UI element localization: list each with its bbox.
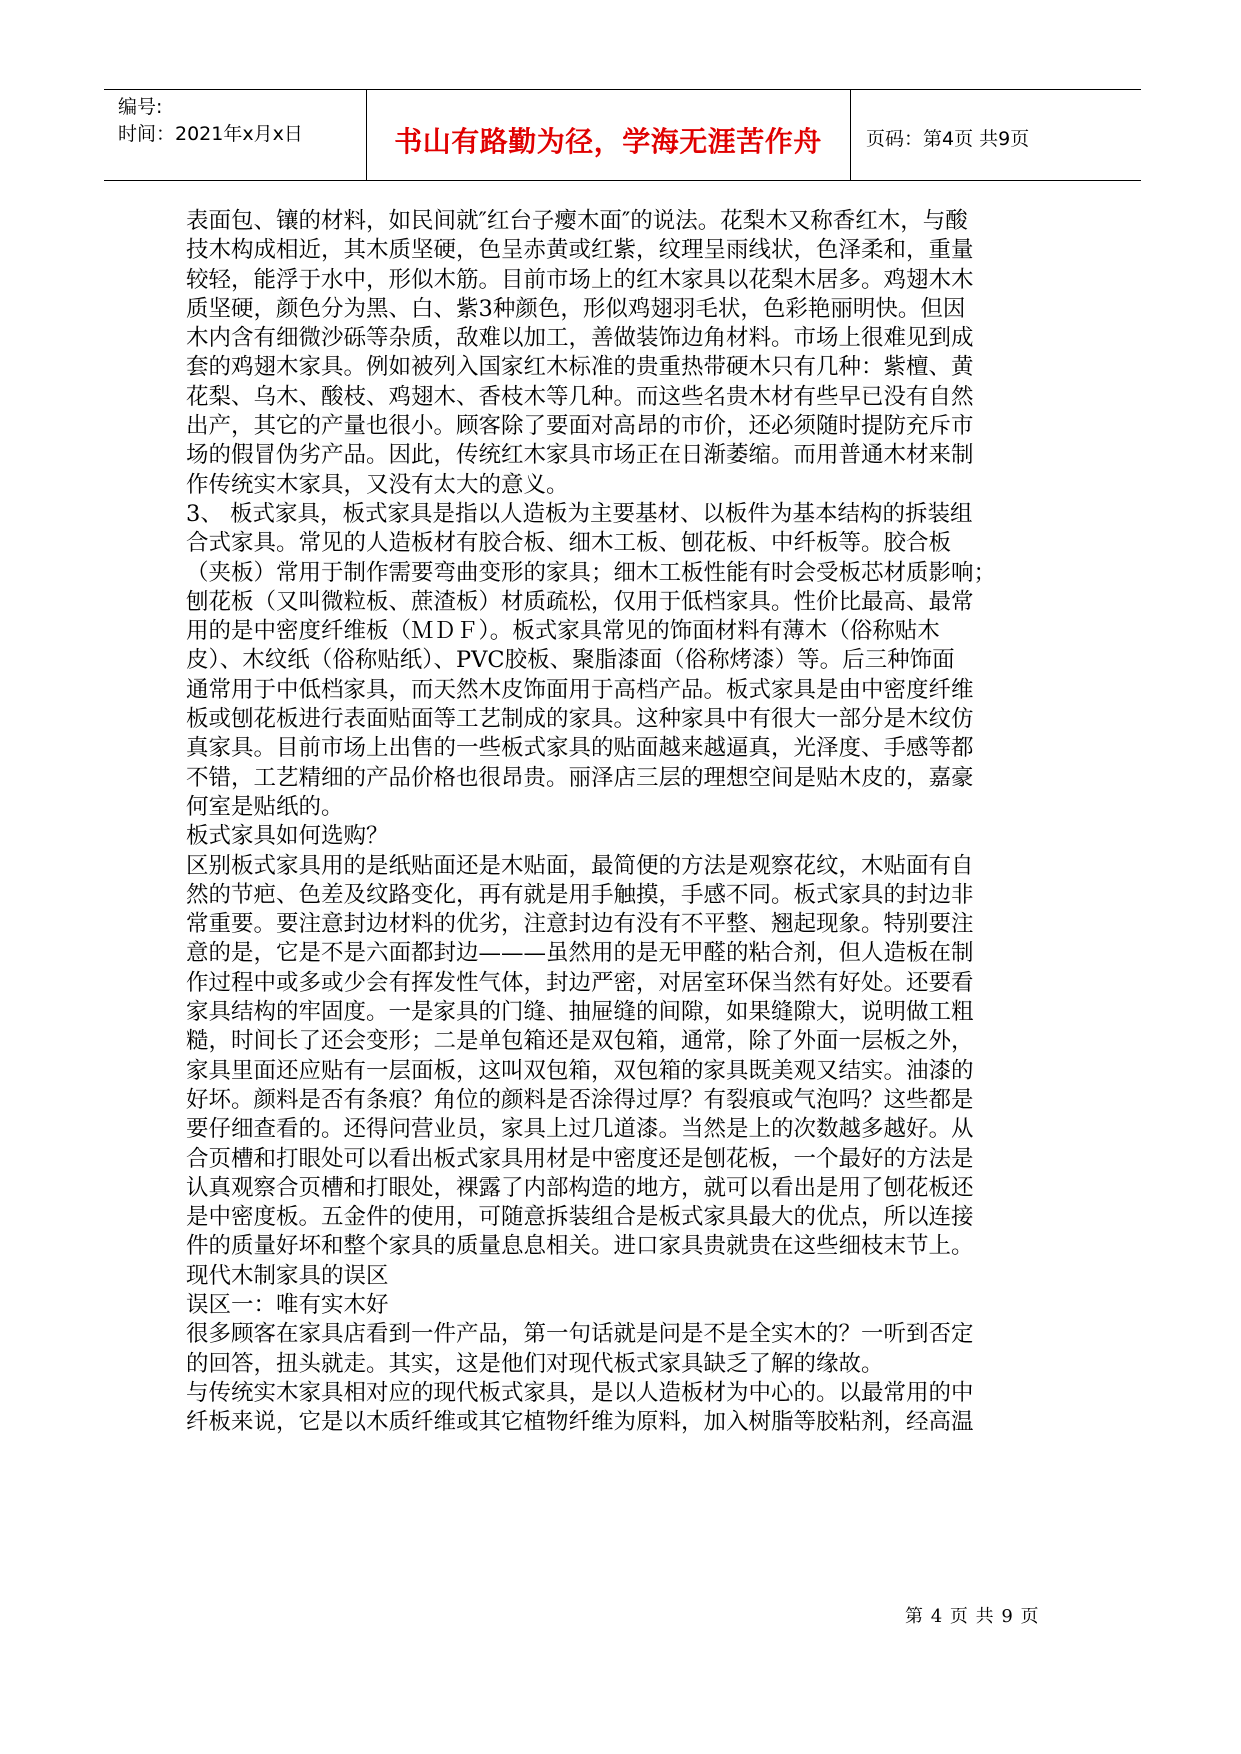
body-text-line: 糙，时间长了还会变形；二是单包箱还是双包箱，通常，除了外面一层板之外，: [186, 1028, 974, 1055]
body-text-line: 合页槽和打眼处可以看出板式家具用材是中密度还是刨花板，一个最好的方法是: [186, 1145, 974, 1172]
body-text-line: 花梨、乌木、酸枝、鸡翅木、香枝木等几种。而这些名贵木材有些早已没有自然: [186, 383, 974, 410]
body-text-line: 木内含有细微沙砾等杂质，敌难以加工，善做装饰边角材料。市场上很难见到成: [186, 325, 974, 352]
body-text-line: 真家具。目前市场上出售的一些板式家具的贴面越来越逼真，光泽度、手感等都: [186, 735, 974, 762]
header-divider-right: [850, 90, 851, 180]
body-text-line: 合式家具。常见的人造板材有胶合板、细木工板、刨花板、中纤板等。胶合板: [186, 530, 952, 557]
body-text-line: 区别板式家具用的是纸贴面还是木贴面，最简便的方法是观察花纹，木贴面有自: [186, 852, 974, 879]
body-text-line: 与传统实木家具相对应的现代板式家具，是以人造板材为中心的。以最常用的中: [186, 1379, 974, 1406]
body-text-line: 板式家具如何选购？: [186, 823, 389, 850]
body-text-line: 皮）、木纹纸（俗称贴纸）、PVC胶板、聚脂漆面（俗称烤漆）等。后三种饰面: [186, 647, 955, 674]
body-text-line: 3、 板式家具，板式家具是指以人造板为主要基材、以板件为基本结构的拆装组: [186, 500, 973, 527]
body-text-line: 出产，其它的产量也很小。顾客除了要面对高昂的市价，还必须随时提防充斥市: [186, 413, 974, 440]
body-text-line: 场的假冒伪劣产品。因此，传统红木家具市场正在日渐萎缩。而用普通木材来制: [186, 442, 974, 469]
body-text-line: 常重要。要注意封边材料的优劣，注意封边有没有不平整、翘起现象。特别要注: [186, 911, 974, 938]
body-text-line: 好坏。颜料是否有条痕？角位的颜料是否涂得过厚？有裂痕或气泡吗？这些都是: [186, 1086, 974, 1113]
body-text-line: 件的质量好坏和整个家具的质量息息相关。进口家具贵就贵在这些细枝末节上。: [186, 1233, 974, 1260]
body-text-line: 要仔细查看的。还得问营业员，家具上过几道漆。当然是上的次数越多越好。从: [186, 1116, 974, 1143]
body-text-line: 技木构成相近，其木质坚硬，色呈赤黄或红紫，纹理呈雨线状，色泽柔和，重量: [186, 237, 974, 264]
document-body: [186, 207, 1066, 1437]
body-text-line: 通常用于中低档家具，而天然木皮饰面用于高档产品。板式家具是由中密度纤维: [186, 676, 974, 703]
header-meta: [118, 94, 303, 148]
document-time-label: 时间：2021年x月x日: [118, 123, 303, 145]
body-text-line: 家具里面还应贴有一层面板，这叫双包箱，双包箱的家具既美观又结实。油漆的: [186, 1057, 974, 1084]
body-text-line: 然的节疤、色差及纹路变化，再有就是用手触摸，手感不同。板式家具的封边非: [186, 881, 974, 908]
document-number-label: 编号:: [118, 96, 163, 118]
body-text-line: 是中密度板。五金件的使用，可随意拆装组合是板式家具最大的优点，所以连接: [186, 1204, 974, 1231]
body-text-line: 作传统实木家具，又没有太大的意义。: [186, 471, 569, 498]
body-text-line: 纤板来说，它是以木质纤维或其它植物纤维为原料，加入树脂等胶粘剂，经高温: [186, 1409, 974, 1436]
body-text-line: （夹板）常用于制作需要弯曲变形的家具；细木工板性能有时会受板芯材质影响；: [186, 559, 997, 586]
body-text-line: 用的是中密度纤维板（ＭＤＦ）。板式家具常见的饰面材料有薄木（俗称贴木: [186, 618, 940, 645]
page-header: [104, 89, 1141, 181]
body-text-line: 作过程中或多或少会有挥发性气体，封边严密，对居室环保当然有好处。还要看: [186, 969, 974, 996]
body-text-line: 刨花板（又叫微粒板、蔗渣板）材质疏松，仅用于低档家具。性价比最高、最常: [186, 588, 974, 615]
body-text-line: 不错，工艺精细的产品价格也很昂贵。丽泽店三层的理想空间是贴木皮的，嘉豪: [186, 764, 974, 791]
body-text-line: 很多顾客在家具店看到一件产品，第一句话就是问是不是全实木的？一听到否定: [186, 1321, 974, 1348]
body-text-line: 家具结构的牢固度。一是家具的门缝、抽屉缝的间隙，如果缝隙大，说明做工粗: [186, 999, 974, 1026]
body-text-line: 现代木制家具的误区: [186, 1262, 389, 1289]
page-footer: 第 4 页 共 9 页: [905, 1606, 1040, 1627]
body-text-line: 认真观察合页槽和打眼处，裸露了内部构造的地方，就可以看出是用了刨花板还: [186, 1174, 974, 1201]
body-text-line: 质坚硬，颜色分为黑、白、紫3种颜色，形似鸡翅羽毛状，色彩艳丽明快。但因: [186, 295, 966, 322]
header-motto: 书山有路勤为径，学海无涯苦作舟: [394, 125, 822, 158]
body-text-line: 板或刨花板进行表面贴面等工艺制成的家具。这种家具中有很大一部分是木纹仿: [186, 706, 974, 733]
body-text-line: 较轻，能浮于水中，形似木筋。目前市场上的红木家具以花梨木居多。鸡翅木木: [186, 266, 974, 293]
header-page-label: 页码：第4页 共9页: [866, 128, 1030, 150]
body-text-line: 表面包、镶的材料，如民间就″红台子瘿木面″的说法。花梨木又称香红木，与酸: [186, 208, 968, 234]
body-text-line: 误区一：唯有实木好: [186, 1291, 389, 1318]
body-text-line: 套的鸡翅木家具。例如被列入国家红木标准的贵重热带硬木只有几种：紫檀、黄: [186, 354, 974, 381]
body-text-line: 意的是，它是不是六面都封边———虽然用的是无甲醛的粘合剂，但人造板在制: [186, 940, 974, 967]
body-text-line: 何室是贴纸的。: [186, 793, 344, 820]
body-text-line: 的回答，扭头就走。其实，这是他们对现代板式家具缺乏了解的缘故。: [186, 1350, 884, 1377]
